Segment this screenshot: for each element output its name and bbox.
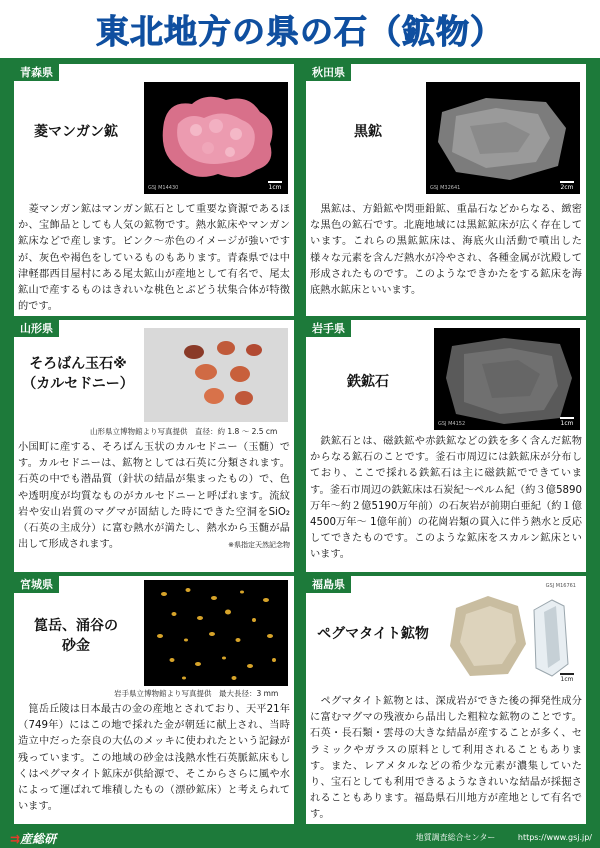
photo-id: GSJ M4152 xyxy=(438,421,466,427)
panel-fukushima xyxy=(306,576,586,824)
panel-miyagi xyxy=(14,576,294,824)
pref-tag: 福島県 xyxy=(306,576,351,593)
pref-tag: 秋田県 xyxy=(306,64,351,81)
rhodochrosite-image xyxy=(144,82,288,194)
pegmatite-image xyxy=(436,580,580,686)
mineral-name-line1: 箟岳、涌谷の xyxy=(34,618,118,634)
panel-aomori xyxy=(14,64,294,316)
pref-tag: 山形県 xyxy=(14,320,59,337)
chalcedony-image xyxy=(144,328,288,422)
description-text: 黒鉱は、方鉛鉱や閃亜鉛鉱、重晶石などからなる、緻密な黒色の鉱石です。北鹿地域には黒鉱鉱床が広く存在しています。これらの黒鉱鉱床は、海底火山活動で噴出した様々な元素を含んだ熱水が冷やされ、各種金属が沈殿して形成されたものです。このようなできかたをする鉱床を海底熱水鉱床といいます。 xyxy=(310,204,582,297)
description-text: 箟岳丘陵は日本最古の金の産地とされており、天平21年（749年）にはこの地で採れた金が朝廷に献上され、当時造立中だった奈良の大仏のメッキに使われたという記録が残っています。この地域の砂金は浅熱水性石英脈鉱床もしくはペグマタイト鉱床が供給源で、そこからさらに風や水によって運ばれて堆積したもの（漂砂鉱床）と考えられています。 xyxy=(18,704,290,813)
mineral-name-line2: 砂金 xyxy=(62,638,90,654)
gold-grains-image xyxy=(144,580,288,686)
scale-bar: 1cm xyxy=(560,673,574,683)
mineral-photo xyxy=(434,328,580,430)
header xyxy=(0,0,600,58)
mineral-name: ペグマタイト鉱物 xyxy=(317,626,429,642)
description-body: 小国町に産する、そろばん玉状のカルセドニー（玉髄）です。カルセドニーは、鉱物としては石英に分類されます。石英の中でも潜晶質（針状の結晶が集まったもの）で、色や透明度が均質なものがカルセドニーと呼ばれます。流紋岩や安山岩質のマグマが固結した時にできた空洞をSiO₂（石英の主成分）に富む熱水が満たし、熱水から玉髄が晶出して形成されます。 xyxy=(18,442,290,551)
pref-tag: 岩手県 xyxy=(306,320,351,337)
mineral-name: 黒鉱 xyxy=(354,124,382,140)
photo-caption: 岩手県立博物館より写真提供 最大長径：3 mm xyxy=(114,689,279,698)
mineral-name xyxy=(20,616,132,656)
pref-tag: 青森県 xyxy=(14,64,59,81)
description-text: 菱マンガン鉱はマンガン鉱石として重要な資源であるほか、宝飾品としても人気の鉱物です。熱水鉱床やマンガン鉱床などで産します。ピンク〜赤色のイメージが強いですが、灰色や褐色をしているものもあります。青森県では中津軽郡西目屋村にある尾太鉱山が産地として有名で、尾太鉱山で産するものはきれいな桃色とぶどう状集合体が特徴的です。 xyxy=(18,204,290,313)
mineral-photo xyxy=(144,580,288,686)
mineral-photo xyxy=(426,82,580,194)
panel-yamagata xyxy=(14,320,294,572)
pref-tag: 宮城県 xyxy=(14,576,59,593)
description-text xyxy=(18,440,290,553)
kuroko-image xyxy=(426,82,580,194)
photo-caption: 山形県立博物館より写真提供 直径：約 1.8 〜 2.5 cm xyxy=(90,427,278,436)
mineral-name xyxy=(18,354,138,394)
panel-akita xyxy=(306,64,586,316)
iron-ore-image xyxy=(434,328,580,430)
gsj-url[interactable]: https://www.gsj.jp/ xyxy=(517,833,592,842)
photo-id: GSJ M32641 xyxy=(430,185,461,191)
footer xyxy=(0,828,600,848)
scale-bar: 1cm xyxy=(268,181,282,191)
scale-bar: 1cm xyxy=(560,417,574,427)
mineral-name: 菱マンガン鉱 xyxy=(34,124,118,140)
aist-logo: ⇉産総研 xyxy=(10,832,57,846)
footer-credit xyxy=(416,832,592,843)
scale-bar: 2cm xyxy=(560,181,574,191)
description-text: 鉄鉱石とは、磁鉄鉱や赤鉄鉱などの鉄を多く含んだ鉱物からなる鉱石のことです。釜石市周辺には鉄鉱床が分布しており、ここで採れる鉄鉱石は主に磁鉄鉱でできています。釜石市周辺の鉄鉱床は石炭紀〜ペルム紀（約３億5890万年〜約２億5190万年前）の石灰岩が前期白亜紀（約１億4500万年〜 1億年前）の花崗岩類の貫入に伴う熱水と反応してできたものです。このような鉱床をスカルン鉱床といいます。 xyxy=(310,436,582,561)
mineral-name-line2: （カルセドニー） xyxy=(22,376,134,392)
mineral-name-line1: そろばん玉石※ xyxy=(29,356,127,372)
gsj-label: 地質調査総合センター xyxy=(415,833,496,842)
mineral-photo xyxy=(144,328,288,422)
photo-id: GSJ M16761 xyxy=(545,583,576,589)
page-title: 東北地方の県の石（鉱物） xyxy=(96,12,504,51)
footnote: ※県指定天然記念物 xyxy=(228,541,290,550)
mineral-name: 鉄鉱石 xyxy=(347,374,389,390)
panel-iwate xyxy=(306,320,586,572)
mineral-photo xyxy=(436,580,580,686)
mineral-photo xyxy=(144,82,288,194)
photo-id: GSJ M14430 xyxy=(148,185,179,191)
description-text: ペグマタイト鉱物とは、深成岩ができた後の揮発性成分に富むマグマの残液から晶出した粗粒な鉱物のことです。石英・長石類・雲母の大きな結晶が産することが多く、セラミックやガラスの原料として利用されることもあります。また、レアメタルなどの希少な元素が濃集していたり、宝石としても利用できるようなきれいな結晶が採掘されることもあります。福島県石川地方が産地として有名です。 xyxy=(310,696,582,821)
